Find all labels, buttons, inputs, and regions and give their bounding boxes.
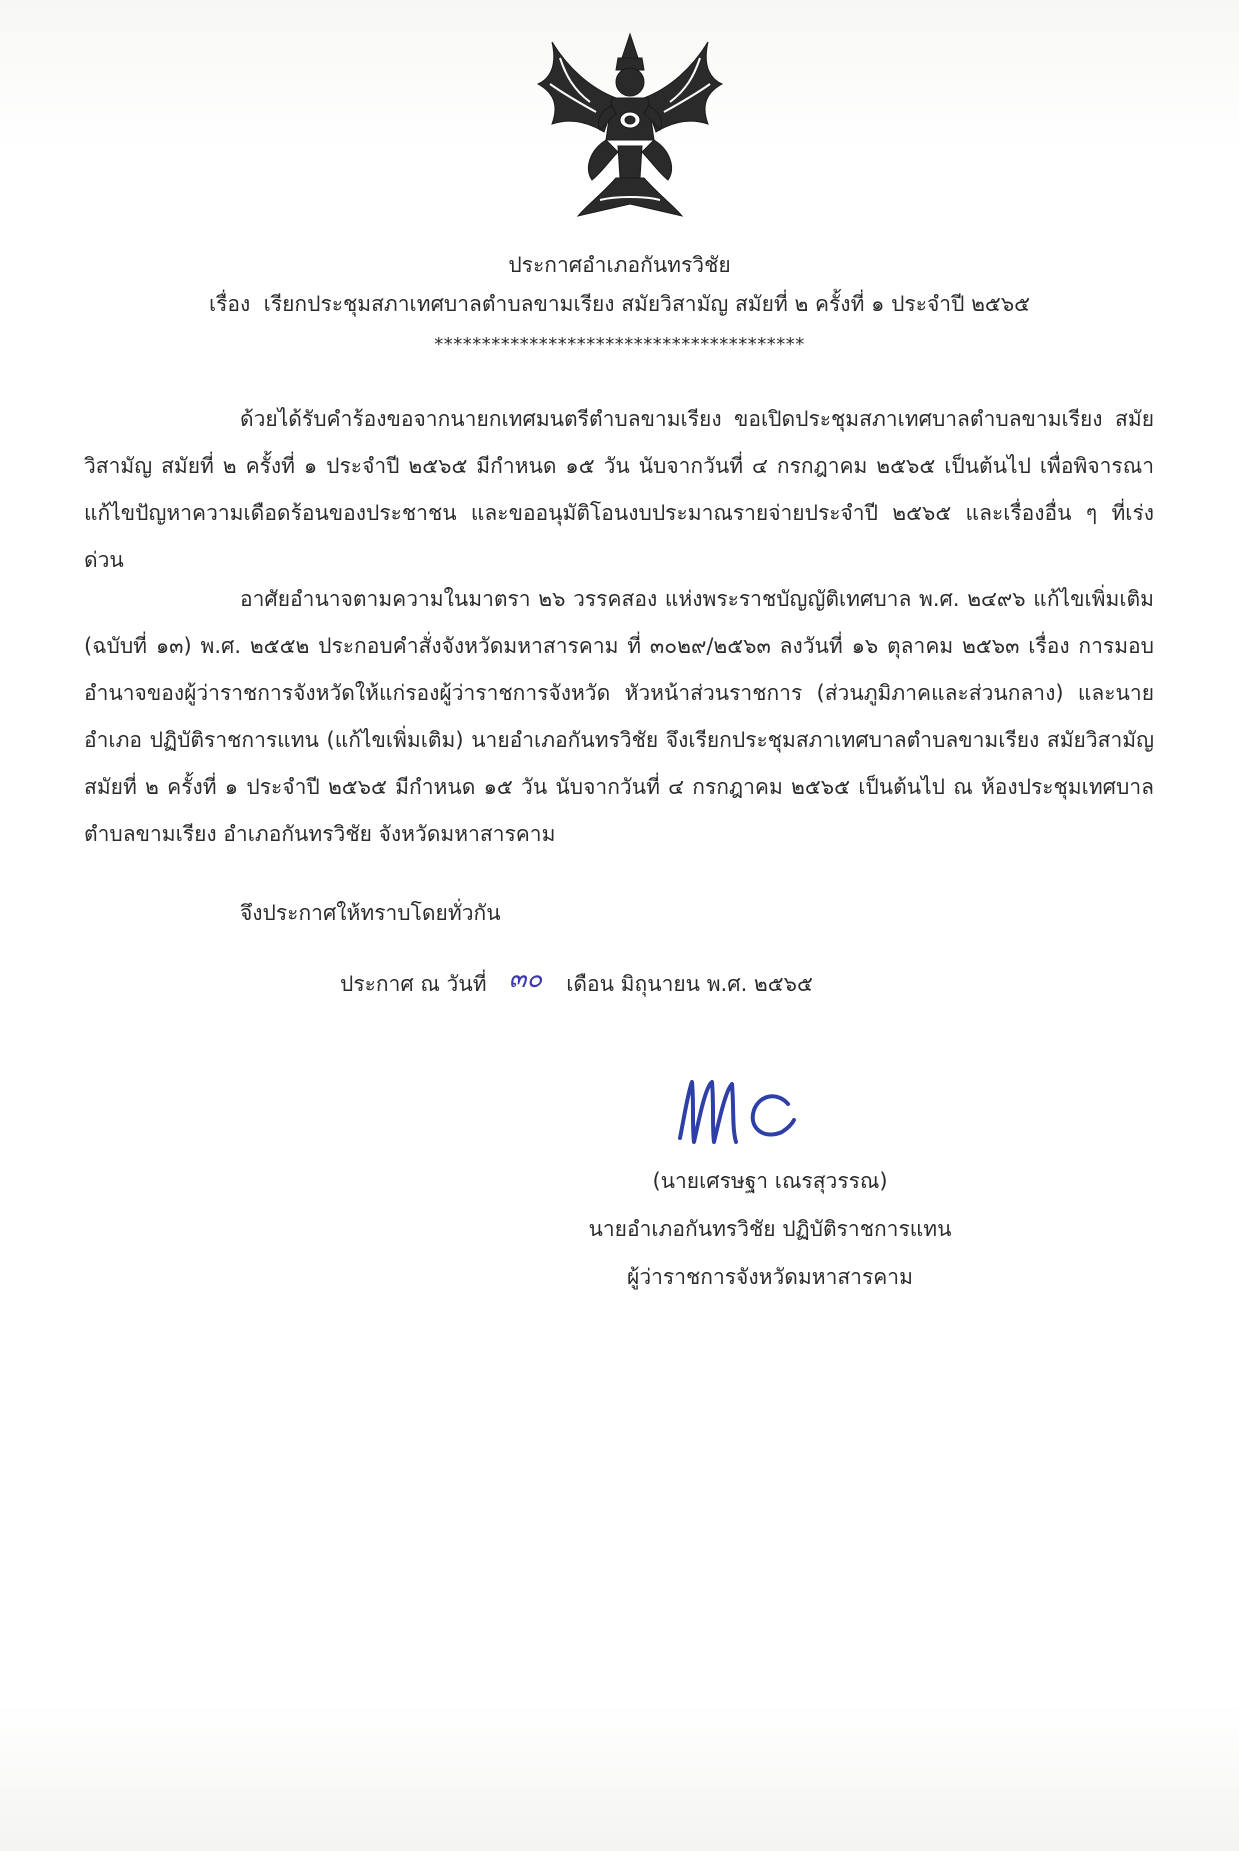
garuda-emblem-icon [530, 28, 730, 224]
handwritten-day: ๓๐ [508, 964, 543, 994]
subject-label: เรื่อง [208, 292, 251, 316]
date-suffix: เดือน มิถุนายน พ.ศ. ๒๕๖๕ [566, 972, 813, 996]
closing-statement: จึงประกาศให้ทราบโดยทั่วกัน [240, 901, 501, 925]
body-paragraph-1: ด้วยได้รับคำร้องขอจากนายกเทศมนตรีตำบลขามเรียง ขอเปิดประชุมสภาเทศบาลตำบลขามเรียง สมัยวิสามัญ สมัยที่ ๒ ครั้งที่ ๑ ประจำปี ๒๕๖๕ มีกำหนด ๑๕ วัน นับจากวันที่ ๔ กรกฎาคม ๒๕๖๕ เป็นต้นไป เพื่อพิจารณาแก้ไขปัญหาความเดือดร้อนของประชาชน และขออนุมัติโอนงบประมาณรายจ่ายประจำปี ๒๕๖๕ และเรื่องอื่น ๆ ที่เร่งด่วน [84, 407, 1154, 572]
signer-position-line-1: นายอำเภอกันทรวิชัย ปฏิบัติราชการแทน [588, 1217, 952, 1241]
signer-position-line-2: ผู้ว่าราชการจังหวัดมหาสารคาม [627, 1265, 913, 1289]
subject-text: เรียกประชุมสภาเทศบาลตำบลขามเรียง สมัยวิสามัญ สมัยที่ ๒ ครั้งที่ ๑ ประจำปี ๒๕๖๕ [263, 292, 1031, 316]
handwritten-signature [670, 1068, 800, 1150]
date-prefix: ประกาศ ณ วันที่ [340, 972, 487, 996]
announcement-date [340, 964, 813, 999]
body-paragraph-2: อาศัยอำนาจตามความในมาตรา ๒๖ วรรคสอง แห่งพระราชบัญญัติเทศบาล พ.ศ. ๒๔๙๖ แก้ไขเพิ่มเติม (ฉบับที่ ๑๓) พ.ศ. ๒๕๕๒ ประกอบคำสั่งจังหวัดมหาสารคาม ที่ ๓๐๒๙/๒๕๖๓ ลงวันที่ ๑๖ ตุลาคม ๒๕๖๓ เรื่อง การมอบอำนาจของผู้ว่าราชการจังหวัดให้แก่รองผู้ว่าราชการจังหวัด หัวหน้าส่วนราชการ (ส่วนภูมิภาคและส่วนกลาง) และนายอำเภอ ปฏิบัติราชการแทน (แก้ไขเพิ่มเติม) นายอำเภอกันทรวิชัย จึงเรียกประชุมสภาเทศบาลตำบลขามเรียง สมัยวิสามัญ สมัยที่ ๒ ครั้งที่ ๑ ประจำปี ๒๕๖๕ มีกำหนด ๑๕ วัน นับจากวันที่ ๔ กรกฎาคม ๒๕๖๕ เป็นต้นไป ณ ห้องประชุมเทศบาลตำบลขามเรียง อำเภอกันทรวิชัย จังหวัดมหาสารคาม [84, 587, 1154, 846]
announcement-title: ประกาศอำเภอกันทรวิชัย [508, 253, 731, 277]
separator-line: *************************************** [434, 334, 805, 355]
announcement-subject [0, 289, 1239, 319]
signer-name: (นายเศรษฐา เณรสุวรรณ) [652, 1169, 888, 1193]
